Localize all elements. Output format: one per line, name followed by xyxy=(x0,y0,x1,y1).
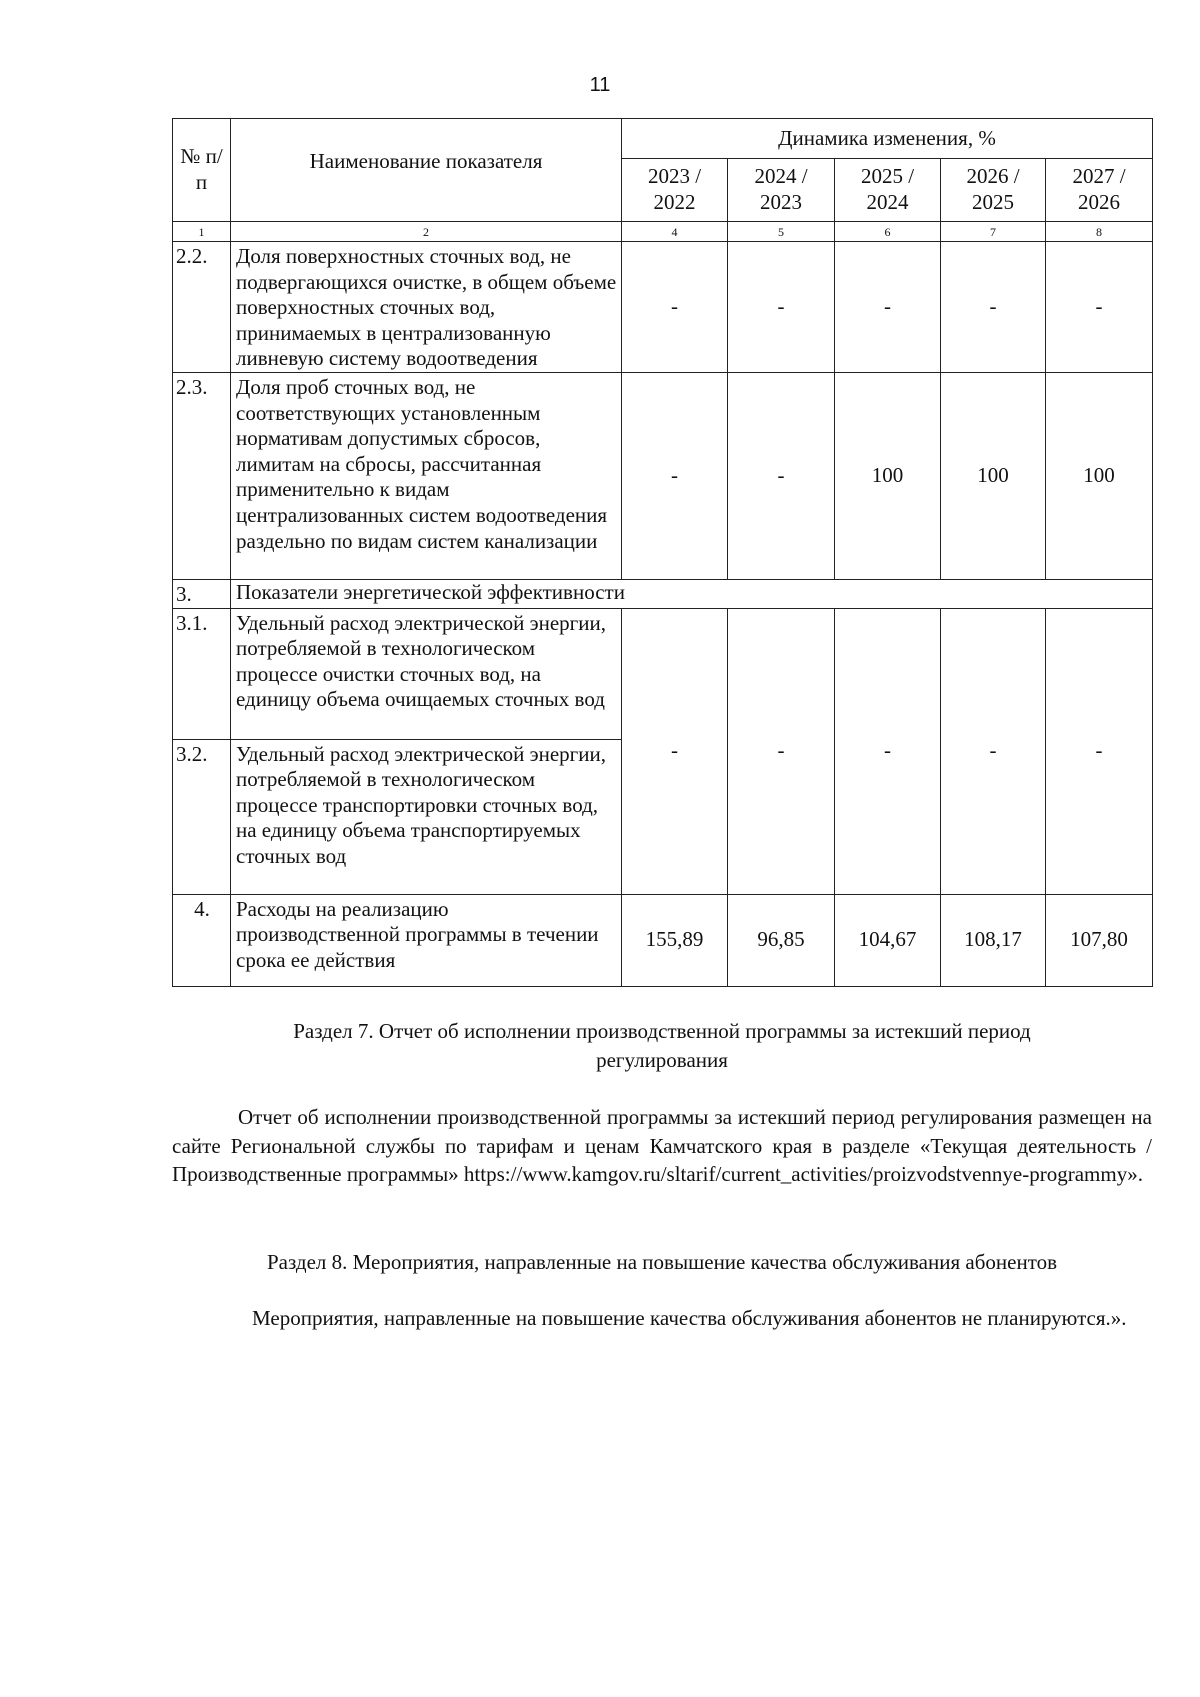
section8-text: Мероприятия, направленные на повышение качества обслуживания абонентов не планируются.». xyxy=(252,1306,1127,1330)
row-name: Показатели энергетической эффективности xyxy=(231,579,1153,608)
column-index: 2 xyxy=(231,222,622,242)
table-row xyxy=(173,894,1153,986)
row-value: - xyxy=(622,372,728,579)
column-index: 7 xyxy=(941,222,1046,242)
header-name: Наименование показателя xyxy=(231,119,622,222)
row-value: - xyxy=(622,242,728,373)
row-value: 155,89 xyxy=(622,894,728,986)
row-name: Удельный расход электрической энергии, потребляемой в технологическом процессе транспортировки сточных вод, на единицу объема транспортируемых сточных вод xyxy=(231,739,622,894)
row-value: 96,85 xyxy=(728,894,835,986)
row-num: 3.2. xyxy=(173,739,231,894)
column-index: 4 xyxy=(622,222,728,242)
header-period: 2024 / 2023 xyxy=(728,159,835,222)
section7-paragraph xyxy=(172,1103,1152,1189)
column-index: 5 xyxy=(728,222,835,242)
row-value: - xyxy=(1046,242,1153,373)
row-value: - xyxy=(941,242,1046,373)
table-section-row xyxy=(173,579,1153,608)
row-value: 100 xyxy=(835,372,941,579)
header-period: 2027 / 2026 xyxy=(1046,159,1153,222)
section7-title xyxy=(172,1017,1152,1075)
section8-title: Раздел 8. Мероприятия, направленные на повышение качества обслуживания абонентов xyxy=(266,1250,1058,1274)
row-value: - xyxy=(728,608,835,894)
table-row xyxy=(173,608,1153,739)
column-index: 8 xyxy=(1046,222,1153,242)
row-num: 3.1. xyxy=(173,608,231,739)
column-index: 6 xyxy=(835,222,941,242)
row-value: - xyxy=(835,608,941,894)
row-value: 100 xyxy=(941,372,1046,579)
table-row xyxy=(173,372,1153,579)
section7-title-line1: Раздел 7. Отчет об исполнении производственной программы за истекший период xyxy=(293,1019,1031,1043)
section7-text: Отчет об исполнении производственной программы за истекший период регулирования размещен на сайте Региональной службы по тарифам и ценам Камчатского края в разделе «Текущая деятельность / Производственные программы» https://www.kamgov.ru/sltarif/current_activities/proizvodstvennye-programmy». xyxy=(172,1105,1152,1186)
row-value: - xyxy=(941,608,1046,894)
indicators-table xyxy=(172,118,1153,987)
row-num: 2.3. xyxy=(173,372,231,579)
row-num: 2.2. xyxy=(173,242,231,373)
section8-paragraph xyxy=(172,1304,1152,1333)
row-value: - xyxy=(728,242,835,373)
row-value: - xyxy=(728,372,835,579)
header-period: 2026 / 2025 xyxy=(941,159,1046,222)
row-value: 107,80 xyxy=(1046,894,1153,986)
section7-title-line2: регулирования xyxy=(596,1048,728,1072)
header-num: № п/п xyxy=(173,119,231,222)
row-name: Доля поверхностных сточных вод, не подвергающихся очистке, в общем объеме поверхностных сточных вод, принимаемых в централизованную ливневую систему водоотведения xyxy=(231,242,622,373)
row-name: Доля проб сточных вод, не соответствующих установленным нормативам допустимых сбросов, лимитам на сбросы, рассчитанная применительно к видам централизованных систем водоотведения раздельно по видам систем канализации xyxy=(231,372,622,579)
header-group: Динамика изменения, % xyxy=(622,119,1153,159)
table-row xyxy=(173,242,1153,373)
row-num: 3. xyxy=(173,579,231,608)
column-index: 1 xyxy=(173,222,231,242)
row-value: 104,67 xyxy=(835,894,941,986)
row-value: - xyxy=(1046,608,1153,894)
row-value: 100 xyxy=(1046,372,1153,579)
header-period: 2025 / 2024 xyxy=(835,159,941,222)
page-number: 11 xyxy=(589,74,611,96)
row-value: - xyxy=(622,608,728,894)
header-period: 2023 / 2022 xyxy=(622,159,728,222)
row-name: Расходы на реализацию производственной программы в течении срока ее действия xyxy=(231,894,622,986)
row-value: - xyxy=(835,242,941,373)
row-value: 108,17 xyxy=(941,894,1046,986)
row-num: 4. xyxy=(173,894,231,986)
row-name: Удельный расход электрической энергии, потребляемой в технологическом процессе очистки сточных вод, на единицу объема очищаемых сточных вод xyxy=(231,608,622,739)
